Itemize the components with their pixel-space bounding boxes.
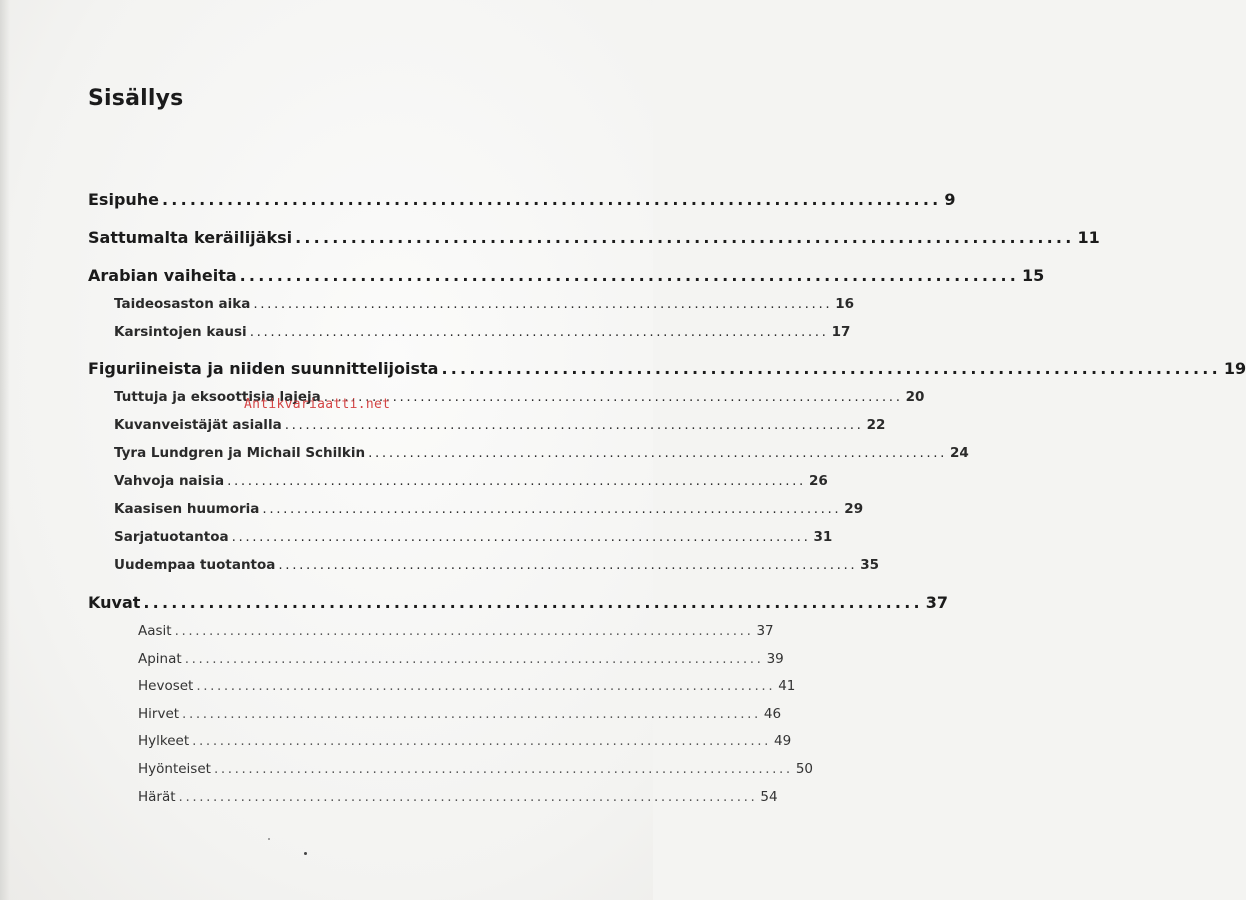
- watermark: Antikvariaatti.net: [244, 397, 391, 412]
- toc-entry-sattumalta[interactable]: [88, 228, 1100, 247]
- toc-picture-label: Hyönteiset: [138, 761, 211, 777]
- toc-subentry-label: Uudempaa tuotantoa: [114, 557, 276, 573]
- dot-leader: ....................................................................................: [174, 623, 754, 639]
- toc-picture-label: Hylkeet: [138, 733, 190, 749]
- toc-subentry-page: 17: [831, 324, 851, 340]
- dot-leader: ....................................................................................: [278, 557, 858, 573]
- toc-picture-page: 49: [774, 733, 792, 749]
- dot-leader: ....................................................................................: [192, 733, 772, 749]
- toc-entry-esipuhe[interactable]: [88, 190, 956, 209]
- toc-picture-entry[interactable]: [138, 623, 774, 639]
- toc-picture-label: Apinat: [138, 651, 182, 667]
- toc-subentry-label: Kaasisen huumoria: [114, 501, 260, 517]
- toc-picture-entry[interactable]: [138, 733, 792, 749]
- dot-leader: ....................................................................................: [262, 501, 842, 517]
- dot-leader: ....................................................................................: [182, 706, 761, 722]
- paper-speck: [304, 852, 307, 855]
- dot-leader: ....................................................................................: [368, 445, 948, 461]
- toc-picture-page: 41: [778, 678, 796, 694]
- dot-leader: ....................................................................................: [178, 789, 758, 805]
- dot-leader: ....................................................................................: [184, 651, 764, 667]
- toc-subentry-label: Kuvanveistäjät asialla: [114, 417, 282, 433]
- toc-subentry[interactable]: [114, 501, 864, 517]
- toc-entry-arabian[interactable]: [88, 266, 1045, 285]
- toc-subentry-label: Sarjatuotantoa: [114, 529, 229, 545]
- toc-picture-page: 39: [766, 651, 784, 667]
- dot-leader: ....................................................................................: [323, 389, 903, 405]
- dot-leader: ....................................................................................: [196, 678, 776, 694]
- toc-picture-entry[interactable]: [138, 761, 814, 777]
- toc-subentry-label: Taideosaston aika: [114, 296, 251, 312]
- toc-entry-page: 37: [925, 593, 949, 612]
- dot-leader: ....................................................................................: [253, 296, 833, 312]
- toc-picture-label: Hirvet: [138, 706, 180, 722]
- toc-picture-entry[interactable]: [138, 706, 782, 722]
- toc-subentry[interactable]: [114, 529, 833, 545]
- dot-leader: ....................................................................................: [231, 529, 811, 545]
- toc-entry-label: Kuvat: [88, 593, 141, 612]
- toc-picture-page: 46: [763, 706, 782, 722]
- toc-subentry-label: Vahvoja naisia: [114, 473, 225, 489]
- toc-picture-entry[interactable]: [138, 789, 778, 805]
- toc-entry-label: Figuriineista ja niiden suunnittelijoista: [88, 359, 439, 378]
- page-title: Sisällys: [88, 86, 184, 111]
- toc-entry-label: Arabian vaiheita: [88, 266, 237, 285]
- toc-subentry-page: 16: [835, 296, 855, 312]
- toc-subentry[interactable]: [114, 324, 851, 340]
- toc-entry-page: 11: [1077, 228, 1100, 247]
- dot-leader: ....................................................................................: [239, 266, 1020, 285]
- toc-picture-entry[interactable]: [138, 651, 784, 667]
- toc-picture-page: 50: [795, 761, 814, 777]
- toc-subentry-page: 31: [813, 529, 833, 545]
- toc-entry-page: 15: [1022, 266, 1045, 285]
- toc-subentry-page: 20: [905, 389, 925, 405]
- dot-leader: ....................................................................................: [227, 473, 806, 489]
- toc-picture-page: 54: [760, 789, 778, 805]
- toc-subentry-page: 22: [866, 417, 886, 433]
- dot-leader: ....................................................................................: [162, 190, 942, 209]
- toc-subentry-page: 35: [860, 557, 880, 573]
- toc-subentry-page: 26: [808, 473, 828, 489]
- toc-entry-page: 19: [1223, 359, 1246, 378]
- dot-leader: ....................................................................................: [249, 324, 829, 340]
- toc-subentry-page: 24: [950, 445, 969, 461]
- toc-subentry-label: Karsintojen kausi: [114, 324, 247, 340]
- toc-subentry-page: 29: [844, 501, 864, 517]
- toc-entry-page: 9: [944, 190, 956, 209]
- dot-leader: ....................................................................................: [143, 593, 923, 612]
- toc-subentry[interactable]: [114, 417, 886, 433]
- toc-subentry-label: Tuttuja ja eksoottisia lajeja: [114, 389, 321, 405]
- toc-picture-page: 37: [756, 623, 774, 639]
- page-edge-shadow: [0, 0, 10, 900]
- toc-entry-label: Esipuhe: [88, 190, 160, 209]
- toc-subentry[interactable]: [114, 557, 880, 573]
- toc-picture-label: Aasit: [138, 623, 172, 639]
- toc-subentry[interactable]: [114, 296, 855, 312]
- toc-subentry[interactable]: [114, 473, 828, 489]
- toc-entry-kuvat[interactable]: [88, 593, 949, 612]
- toc-picture-label: Hevoset: [138, 678, 194, 694]
- paper-speck: [268, 838, 270, 840]
- toc-picture-entry[interactable]: [138, 678, 796, 694]
- dot-leader: ....................................................................................: [295, 228, 1075, 247]
- toc-entry-label: Sattumalta keräilijäksi: [88, 228, 293, 247]
- toc-subentry-label: Tyra Lundgren ja Michail Schilkin: [114, 445, 366, 461]
- toc-picture-label: Härät: [138, 789, 176, 805]
- dot-leader: ....................................................................................: [284, 417, 864, 433]
- toc-subentry[interactable]: [114, 445, 969, 461]
- dot-leader: ....................................................................................: [441, 359, 1221, 378]
- dot-leader: ....................................................................................: [213, 761, 793, 777]
- toc-entry-figuriineista[interactable]: [88, 359, 1246, 378]
